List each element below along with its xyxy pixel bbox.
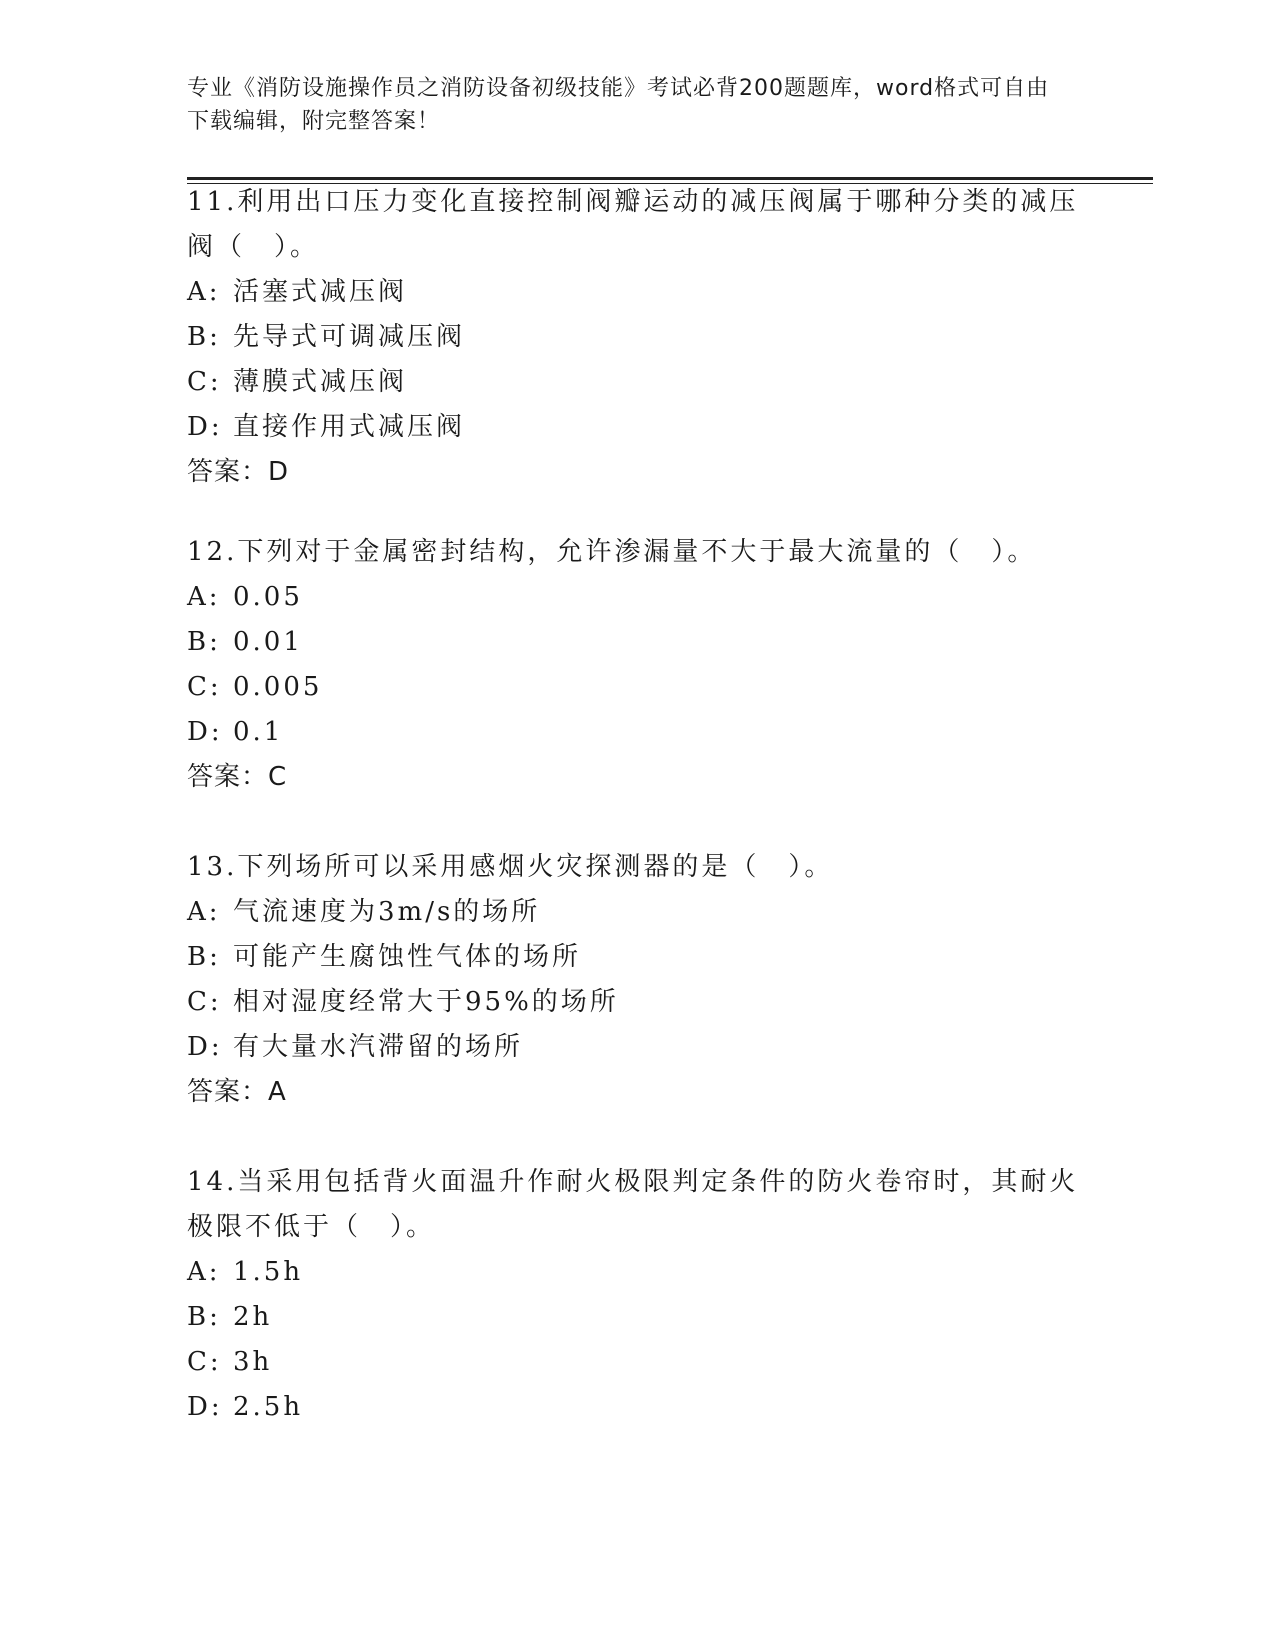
option-text: 有大量水汽滞留的场所 xyxy=(233,1032,524,1062)
option-text: 可能产生腐蚀性气体的场所 xyxy=(233,942,582,972)
option-c xyxy=(187,1340,1087,1385)
answer-line: 答案：D xyxy=(187,457,290,487)
option-a xyxy=(187,890,1087,935)
option-text: 直接作用式减压阀 xyxy=(233,412,466,442)
answer-line: 答案：A xyxy=(187,1077,287,1107)
option-label: B: xyxy=(187,322,221,352)
option-label: A: xyxy=(187,277,221,307)
option-text: 0.1 xyxy=(233,717,284,747)
option-b xyxy=(187,315,1087,360)
option-text: 相对湿度经常大于95%的场所 xyxy=(233,987,619,1017)
option-label: A: xyxy=(187,582,221,612)
option-label: B: xyxy=(187,1302,221,1332)
option-label: D: xyxy=(187,717,223,747)
question-text: 13.下列场所可以采用感烟火灾探测器的是（ ）。 xyxy=(187,852,834,882)
option-text: 0.05 xyxy=(233,582,303,612)
option-text: 3h xyxy=(233,1347,273,1377)
option-c xyxy=(187,665,1087,710)
option-c xyxy=(187,360,1087,405)
option-label: D: xyxy=(187,1032,223,1062)
option-label: A: xyxy=(187,897,221,927)
option-d xyxy=(187,405,1087,450)
question-13 xyxy=(187,845,1087,1115)
option-d xyxy=(187,710,1087,755)
option-b xyxy=(187,620,1087,665)
option-text: 2.5h xyxy=(233,1392,304,1422)
option-a xyxy=(187,1250,1087,1295)
option-text: 活塞式减压阀 xyxy=(233,277,408,307)
answer-line: 答案：C xyxy=(187,762,288,792)
question-11 xyxy=(187,180,1087,495)
option-text: 0.005 xyxy=(233,672,323,702)
option-label: D: xyxy=(187,1392,223,1422)
document-header: 专业《消防设施操作员之消防设备初级技能》考试必背200题题库，word格式可自由下载编辑，附完整答案！ xyxy=(187,76,1050,134)
option-b xyxy=(187,1295,1087,1340)
option-label: C: xyxy=(187,367,222,397)
option-text: 先导式可调减压阀 xyxy=(233,322,466,352)
option-text: 0.01 xyxy=(233,627,303,657)
option-label: B: xyxy=(187,942,221,972)
option-c xyxy=(187,980,1087,1025)
option-label: C: xyxy=(187,987,222,1017)
option-label: A: xyxy=(187,1257,221,1287)
option-label: C: xyxy=(187,1347,222,1377)
question-text: 12.下列对于金属密封结构，允许渗漏量不大于最大流量的（ ）。 xyxy=(187,537,1037,567)
question-text: 11.利用出口压力变化直接控制阀瓣运动的减压阀属于哪种分类的减压阀（ ）。 xyxy=(187,187,1079,262)
option-label: D: xyxy=(187,412,223,442)
option-text: 1.5h xyxy=(233,1257,304,1287)
question-text: 14.当采用包括背火面温升作耐火极限判定条件的防火卷帘时，其耐火极限不低于（ ）。 xyxy=(187,1167,1079,1242)
option-text: 薄膜式减压阀 xyxy=(233,367,408,397)
question-14 xyxy=(187,1160,1087,1430)
option-d xyxy=(187,1025,1087,1070)
option-a xyxy=(187,575,1087,620)
option-text: 气流速度为3m/s的场所 xyxy=(233,897,541,927)
option-d xyxy=(187,1385,1087,1430)
option-a xyxy=(187,270,1087,315)
option-label: C: xyxy=(187,672,222,702)
question-12 xyxy=(187,530,1087,800)
option-label: B: xyxy=(187,627,221,657)
option-b xyxy=(187,935,1087,980)
option-text: 2h xyxy=(233,1302,273,1332)
